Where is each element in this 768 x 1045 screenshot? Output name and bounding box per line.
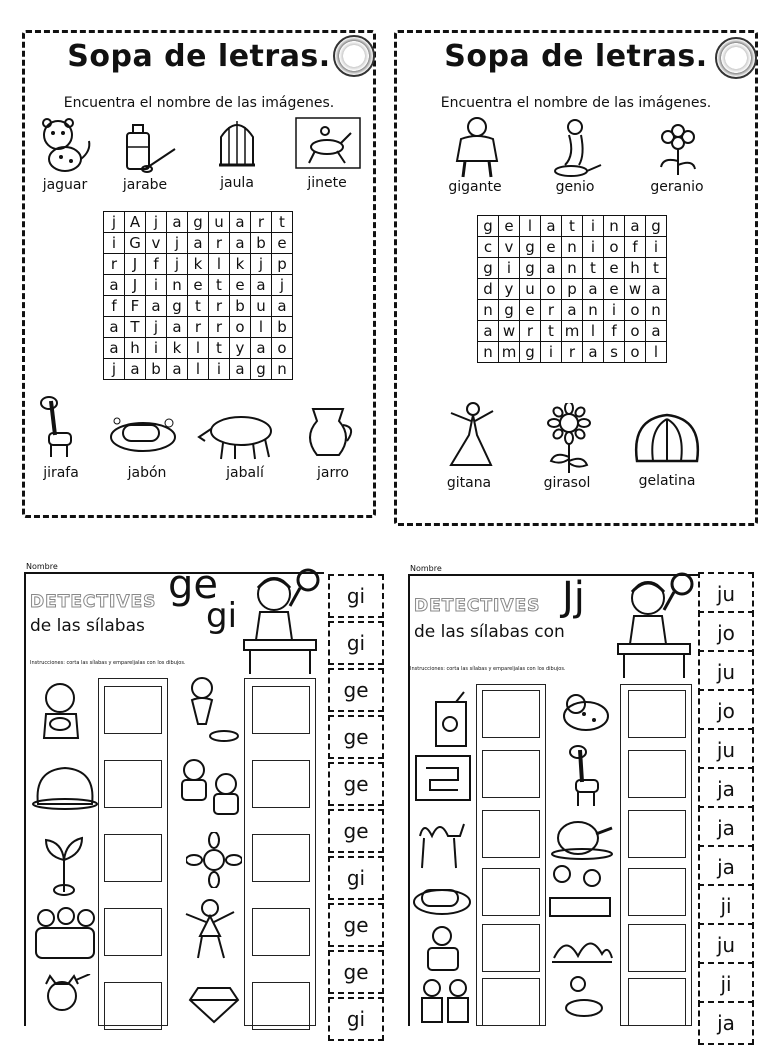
syllable-card[interactable]: ju [698,650,754,694]
grid-cell[interactable]: l [251,317,272,338]
grid-cell[interactable]: a [167,359,188,380]
grid-row [104,275,293,296]
answer-box[interactable] [482,750,540,798]
grid-cell[interactable]: w [499,321,520,342]
answer-box[interactable] [482,810,540,858]
instructions: Instrucciones: corta las sílabas y empareljalas con los dibujos. [410,666,566,672]
grid-cell[interactable]: n [562,258,583,279]
grid-cell[interactable]: j [146,317,167,338]
grid-cell[interactable]: w [625,279,646,300]
word-label: jinete [307,175,347,191]
grid-cell[interactable]: a [272,296,293,317]
subtitle: de las sílabas [30,616,145,636]
answer-box[interactable] [482,868,540,916]
grid-cell[interactable]: a [125,359,146,380]
grid-cell[interactable]: e [188,275,209,296]
grid-cell[interactable]: o [604,237,625,258]
grid-cell[interactable]: h [125,338,146,359]
grid-row [478,216,667,237]
grid-cell[interactable]: a [146,296,167,317]
grid-cell[interactable]: g [499,300,520,321]
letter-grid [477,215,667,363]
grid-cell[interactable]: a [167,317,188,338]
grid-cell[interactable]: r [104,254,125,275]
word-label: jarabe [122,177,168,193]
answer-box[interactable] [104,760,162,808]
grid-cell[interactable]: t [188,296,209,317]
syllable-detective-sheet-ge-gi [0,556,384,1031]
syllable-card[interactable]: gi [328,997,384,1041]
grid-cell[interactable]: j [104,212,125,233]
word-label: jabón [127,465,167,481]
jelly-mold-icon [30,760,100,810]
syllable-card[interactable]: ja [698,806,754,850]
answer-box[interactable] [252,686,310,734]
twins-icon [174,754,246,820]
grid-cell[interactable]: a [251,338,272,359]
birdcage-icon [215,115,259,171]
grid-cell[interactable]: b [251,233,272,254]
school-seal-icon [333,35,375,77]
grid-cell[interactable]: i [209,359,230,380]
page-title: Sopa de letras. [67,39,331,74]
grid-cell[interactable]: j [251,254,272,275]
grid-cell[interactable]: J [125,254,146,275]
garden-icon [550,928,614,968]
gypsy-dancer-icon [180,896,240,962]
syllable-card[interactable]: ju [698,923,754,967]
grid-row [478,300,667,321]
syllable-card[interactable]: ju [698,572,754,616]
grid-cell[interactable]: n [604,216,625,237]
grid-cell[interactable]: l [646,342,667,363]
word-label: jabalí [226,465,264,481]
grid-cell[interactable]: c [478,237,499,258]
grid-row [104,317,293,338]
syllable-card[interactable]: jo [698,611,754,655]
syllable-card[interactable]: jo [698,689,754,733]
grid-cell[interactable]: p [272,254,293,275]
instructions: Instrucciones: corta las sílabas y empareljalas con los dibujos. [30,660,186,666]
grid-cell[interactable]: o [230,317,251,338]
juice-box-icon [430,690,474,750]
grid-cell[interactable]: t [583,258,604,279]
answer-box[interactable] [252,834,310,882]
name-label: Nombre [26,562,58,571]
syllable-card[interactable]: ja [698,845,754,889]
answer-box[interactable] [104,686,162,734]
gem-icon [188,982,240,1024]
grid-row [478,321,667,342]
grid-cell[interactable]: n [167,275,188,296]
grid-cell[interactable]: a [104,338,125,359]
grid-cell[interactable]: o [625,321,646,342]
word-label: jaula [220,175,254,191]
boar-icon [195,407,281,461]
soap-icon [410,882,474,918]
grid-cell[interactable]: n [272,359,293,380]
grid-cell[interactable]: o [541,279,562,300]
grid-row [104,338,293,359]
detectives-title: DETECTIVES [414,596,541,616]
grid-cell[interactable]: r [251,212,272,233]
grid-cell[interactable]: r [209,233,230,254]
boy-eating-icon [36,680,86,740]
grid-cell[interactable]: t [541,321,562,342]
syllable-detective-sheet-j [384,556,768,1035]
grid-cell[interactable]: v [146,233,167,254]
word-label: jarro [317,465,349,481]
grid-cell[interactable]: n [583,300,604,321]
grid-cell[interactable]: a [583,342,604,363]
answer-box[interactable] [628,750,686,798]
word-label: girasol [543,475,591,491]
syllable-card[interactable]: ge [328,903,384,947]
grid-cell[interactable]: e [499,216,520,237]
geranium-icon [653,115,703,179]
jaguar-icon [556,688,618,738]
detective-girl-illustration [614,570,696,680]
grid-cell[interactable]: e [604,258,625,279]
word-search-sheet-g [394,30,758,526]
grid-cell[interactable]: i [104,233,125,254]
grid-cell[interactable]: j [146,212,167,233]
grid-cell[interactable]: a [625,216,646,237]
grid-row [104,233,293,254]
grid-cell[interactable]: o [625,300,646,321]
answer-box[interactable] [482,978,540,1026]
grid-cell[interactable]: G [125,233,146,254]
jaguar-icon [33,115,95,175]
syllable-card[interactable]: ju [698,728,754,772]
answer-box[interactable] [104,834,162,882]
word-label: genio [555,179,595,195]
grid-cell[interactable]: r [541,300,562,321]
grid-cell[interactable]: j [167,254,188,275]
word-label: gigante [448,179,502,195]
grid-cell[interactable]: a [646,279,667,300]
detective-girl-illustration [240,566,322,676]
subtitle: de las sílabas con [414,622,565,642]
sunflower-icon [186,832,242,888]
detectives-title: DETECTIVES [30,592,157,612]
grid-cell[interactable]: s [604,342,625,363]
syllable-card[interactable]: gi [328,621,384,665]
grid-cell[interactable]: p [562,279,583,300]
grid-cell[interactable]: a [104,275,125,296]
grid-cell[interactable]: A [125,212,146,233]
grid-cell[interactable]: r [209,317,230,338]
grid-cell[interactable]: a [541,258,562,279]
grid-cell[interactable]: t [272,212,293,233]
grid-cell[interactable]: g [478,216,499,237]
toy-drum-icon [420,924,470,974]
grid-cell[interactable]: f [625,237,646,258]
grid-cell[interactable]: a [583,279,604,300]
grid-cell[interactable]: l [188,338,209,359]
grid-cell[interactable]: a [230,233,251,254]
word-label: gitana [446,475,492,491]
giraffe-icon [35,395,79,459]
grid-cell[interactable]: a [251,275,272,296]
grid-cell[interactable]: g [251,359,272,380]
grid-cell[interactable]: a [104,317,125,338]
people-group-icon [30,904,100,960]
school-seal-icon [715,37,757,79]
grid-cell[interactable]: t [646,258,667,279]
grid-cell[interactable]: t [562,216,583,237]
syllable-card[interactable]: ja [698,767,754,811]
grid-cell[interactable]: o [625,342,646,363]
grid-cell[interactable]: a [562,300,583,321]
giant-icon [447,115,507,179]
grid-cell[interactable]: b [146,359,167,380]
answer-box[interactable] [104,982,162,1030]
grid-row [104,254,293,275]
syllable-card[interactable]: gi [328,856,384,900]
gypsy-dancer-icon [443,399,499,469]
grid-cell[interactable]: m [562,321,583,342]
cat-icon [36,974,94,1024]
big-letters: gi [206,596,238,636]
grid-cell[interactable]: n [646,300,667,321]
instructions: Encuentra el nombre de las imágenes. [63,95,335,111]
answer-box[interactable] [628,978,686,1026]
grid-cell[interactable]: J [125,275,146,296]
syllable-card[interactable]: ge [328,715,384,759]
grid-cell[interactable]: i [583,237,604,258]
grid-cell[interactable]: r [188,317,209,338]
grid-cell[interactable]: k [167,338,188,359]
big-letters: Jj [562,574,585,620]
answer-box[interactable] [252,760,310,808]
board-game-icon [414,754,474,804]
answer-box[interactable] [252,908,310,956]
grid-cell[interactable]: a [230,359,251,380]
grid-cell[interactable]: k [188,254,209,275]
grid-cell[interactable]: j [167,233,188,254]
grid-cell[interactable]: f [146,254,167,275]
giraffe-icon [562,744,606,808]
grid-row [478,258,667,279]
soap-icon [107,413,179,457]
jug-icon [303,401,357,461]
grid-cell[interactable]: e [541,237,562,258]
grid-cell[interactable]: n [562,237,583,258]
word-label: jaguar [42,177,88,193]
word-search-sheet-j [22,30,376,518]
grid-row [478,237,667,258]
grid-cell[interactable]: g [167,296,188,317]
genie-icon [176,674,246,744]
camel-icon [412,812,474,870]
answer-box[interactable] [252,982,310,1030]
grid-cell[interactable]: l [188,359,209,380]
grid-cell[interactable]: d [478,279,499,300]
grid-cell[interactable]: e [604,279,625,300]
syllable-card[interactable]: ge [328,762,384,806]
grid-cell[interactable]: r [209,296,230,317]
grid-cell[interactable]: u [520,279,541,300]
syrup-bottle-icon [123,119,179,175]
jelly-mold-icon [627,405,709,467]
sunflower-icon [541,403,597,475]
syllable-card[interactable]: ge [328,668,384,712]
grid-cell[interactable]: g [520,258,541,279]
grid-cell[interactable]: r [520,321,541,342]
grid-cell[interactable]: b [230,296,251,317]
genie-lamp-icon [545,115,605,179]
grid-cell[interactable]: f [104,296,125,317]
grid-cell[interactable]: j [104,359,125,380]
grid-cell[interactable]: i [646,237,667,258]
syllable-card[interactable]: ge [328,809,384,853]
answer-box[interactable] [628,690,686,738]
grid-cell[interactable]: a [167,212,188,233]
syllable-card[interactable]: gi [328,574,384,618]
grid-cell[interactable]: i [146,338,167,359]
grid-cell[interactable]: g [478,258,499,279]
grid-cell[interactable]: j [272,275,293,296]
grid-cell[interactable]: a [230,212,251,233]
syllable-card[interactable]: ji [698,884,754,928]
grid-cell[interactable]: o [272,338,293,359]
horse-rider-icon [295,117,361,169]
grid-cell[interactable]: g [520,237,541,258]
page-title: Sopa de letras. [444,39,708,74]
grid-cell[interactable]: a [188,233,209,254]
grid-row [104,359,293,380]
kids-icon [416,976,476,1024]
garden-kids-icon [544,862,616,920]
syllable-card[interactable]: ji [698,962,754,1006]
grid-cell[interactable]: y [230,338,251,359]
big-letters: ge [168,562,218,608]
grid-cell[interactable]: g [646,216,667,237]
name-label: Nombre [410,564,442,573]
grid-cell[interactable]: i [583,216,604,237]
answer-box[interactable] [482,690,540,738]
grid-row [478,279,667,300]
grid-cell[interactable]: y [499,279,520,300]
instructions: Encuentra el nombre de las imágenes. [440,95,712,111]
grid-cell[interactable]: a [478,321,499,342]
grid-cell[interactable]: n [478,300,499,321]
seedling-icon [40,832,88,896]
word-label: jirafa [43,465,79,481]
grid-cell[interactable]: l [583,321,604,342]
grid-cell[interactable]: i [541,342,562,363]
grid-cell[interactable]: l [209,254,230,275]
grid-cell[interactable]: e [520,300,541,321]
grid-cell[interactable]: i [499,258,520,279]
grid-cell[interactable]: r [562,342,583,363]
grid-cell[interactable]: f [604,321,625,342]
grid-cell[interactable]: e [230,275,251,296]
answer-box[interactable] [482,924,540,972]
grid-row [104,212,293,233]
grid-cell[interactable]: i [146,275,167,296]
grid-cell[interactable]: t [209,338,230,359]
grid-cell[interactable]: m [499,342,520,363]
grid-cell[interactable]: e [272,233,293,254]
rider-icon [554,974,614,1024]
syllable-card[interactable]: ja [698,1001,754,1045]
grid-cell[interactable]: i [604,300,625,321]
word-label: gelatina [638,473,696,489]
letter-grid [103,211,293,380]
grid-cell[interactable]: l [520,216,541,237]
grid-cell[interactable]: u [251,296,272,317]
grid-cell[interactable]: t [209,275,230,296]
grid-cell[interactable]: k [230,254,251,275]
grid-cell[interactable]: g [520,342,541,363]
grid-cell[interactable]: F [125,296,146,317]
answer-box[interactable] [104,908,162,956]
grid-cell[interactable]: T [125,317,146,338]
ham-icon [548,814,618,860]
grid-row [104,296,293,317]
syllable-card[interactable]: ge [328,950,384,994]
grid-cell[interactable]: h [625,258,646,279]
grid-cell[interactable]: b [272,317,293,338]
answer-box[interactable] [628,868,686,916]
answer-box[interactable] [628,810,686,858]
word-label: geranio [650,179,704,195]
grid-cell[interactable]: u [209,212,230,233]
grid-cell[interactable]: v [499,237,520,258]
grid-cell[interactable]: n [478,342,499,363]
grid-cell[interactable]: g [188,212,209,233]
answer-box[interactable] [628,924,686,972]
grid-cell[interactable]: a [646,321,667,342]
grid-row [478,342,667,363]
grid-cell[interactable]: a [541,216,562,237]
